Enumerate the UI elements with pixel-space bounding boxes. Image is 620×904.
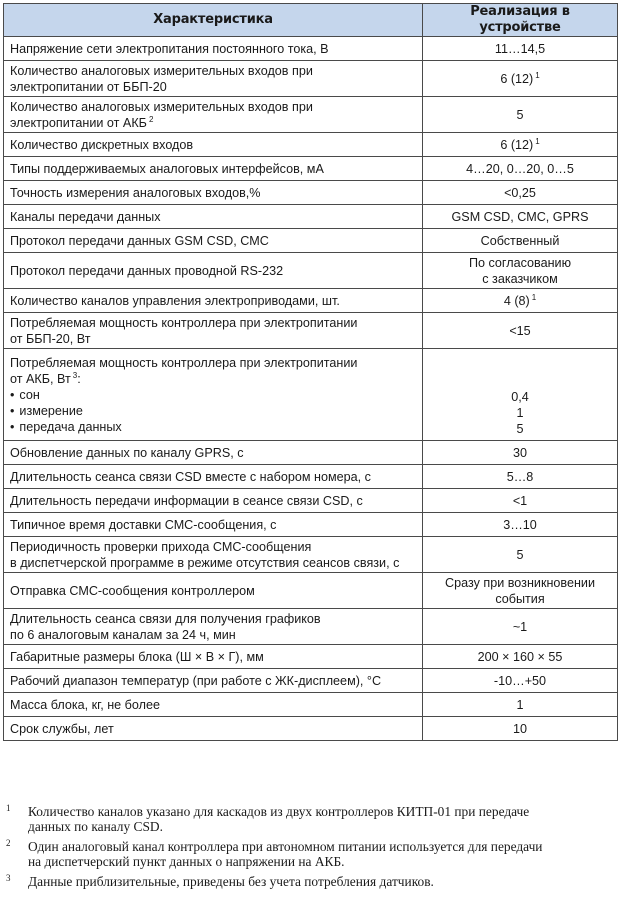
characteristic-text: от АКБ, Вт <box>10 371 71 386</box>
value-cell <box>423 61 618 97</box>
characteristic-text: Точность измерения аналоговых входов,% <box>10 185 261 200</box>
value-line <box>429 721 611 737</box>
characteristic-line <box>10 293 416 309</box>
table-row <box>4 61 618 97</box>
characteristic-text: Протокол передачи данных проводной RS-232 <box>10 263 284 278</box>
table-row <box>4 313 618 349</box>
value-line <box>429 389 611 405</box>
value-text: <15 <box>509 323 531 338</box>
value-text: 5 <box>516 107 524 122</box>
value-text: 200 × 160 × 55 <box>477 649 563 664</box>
table-row <box>4 609 618 645</box>
characteristic-cell <box>4 573 423 609</box>
value-line <box>429 697 611 713</box>
table-row <box>4 349 618 441</box>
table-row <box>4 37 618 61</box>
characteristic-text: Количество дискретных входов <box>10 137 194 152</box>
characteristic-line <box>10 137 416 153</box>
value-cell <box>423 349 618 441</box>
footnote-number: 3 <box>6 873 11 883</box>
characteristic-cell <box>4 229 423 253</box>
value-line <box>429 547 611 563</box>
characteristic-text: Потребляемая мощность контроллера при электропитании <box>10 355 358 370</box>
value-cell <box>423 693 618 717</box>
bullet-item: • передача данных <box>10 419 416 435</box>
characteristic-text: Длительность сеанса связи для получения графиков <box>10 611 321 626</box>
characteristic-line <box>10 555 416 571</box>
characteristic-line <box>10 79 416 95</box>
characteristic-text: Обновление данных по каналу GPRS, с <box>10 445 244 460</box>
bullet-item: • сон <box>10 387 416 403</box>
characteristic-line <box>10 493 416 509</box>
characteristic-line <box>10 331 416 347</box>
characteristic-cell <box>4 349 423 441</box>
characteristic-text: Габаритные размеры блока (Ш × В × Г), мм <box>10 649 264 664</box>
value-cell <box>423 645 618 669</box>
value-cell <box>423 253 618 289</box>
value-line <box>429 421 611 437</box>
value-text: 30 <box>512 445 527 460</box>
value-text: 3…10 <box>503 517 537 532</box>
characteristic-text: Масса блока, кг, не более <box>10 697 160 712</box>
characteristic-line <box>10 371 416 387</box>
value-cell <box>423 489 618 513</box>
table-row <box>4 229 618 253</box>
value-text: с заказчиком <box>482 271 558 286</box>
footnote-ref: 1 <box>535 70 540 80</box>
table-row <box>4 537 618 573</box>
value-cell <box>423 205 618 229</box>
table-row <box>4 465 618 489</box>
value-cell <box>423 133 618 157</box>
characteristic-line <box>10 185 416 201</box>
characteristic-cell <box>4 253 423 289</box>
characteristic-line <box>10 583 416 599</box>
value-line <box>429 255 611 271</box>
value-cell <box>423 229 618 253</box>
characteristic-cell <box>4 97 423 133</box>
value-cell <box>423 669 618 693</box>
value-text: По согласованию <box>468 255 572 270</box>
characteristic-line <box>10 697 416 713</box>
characteristic-text: Типы поддерживаемых аналоговых интерфейсов, мА <box>10 161 324 176</box>
value-text: 0,4 <box>511 390 529 404</box>
characteristic-line <box>10 517 416 533</box>
value-cell <box>423 441 618 465</box>
characteristic-text: Напряжение сети электропитания постоянного тока, В <box>10 41 329 56</box>
characteristic-text: Длительность передачи информации в сеансе связи CSD, с <box>10 493 363 508</box>
characteristic-cell <box>4 537 423 573</box>
footnote-text: данных по каналу CSD. <box>28 819 163 834</box>
table-row <box>4 133 618 157</box>
value-line <box>429 445 611 461</box>
value-cell <box>423 513 618 537</box>
value-cell <box>423 465 618 489</box>
characteristic-cell <box>4 313 423 349</box>
characteristic-text: Периодичность проверки прихода СМС-сообщения <box>10 539 312 554</box>
value-line <box>429 185 611 201</box>
characteristic-line <box>10 721 416 737</box>
characteristic-line <box>10 115 416 131</box>
characteristic-line <box>10 445 416 461</box>
characteristic-text: по 6 аналоговым каналам за 24 ч, мин <box>10 627 236 642</box>
footnote-ref: 2 <box>148 114 154 124</box>
characteristic-line <box>10 161 416 177</box>
value-cell <box>423 537 618 573</box>
value-line <box>429 517 611 533</box>
characteristic-cell <box>4 489 423 513</box>
characteristic-text: Типичное время доставки СМС-сообщения, с <box>10 517 277 532</box>
characteristic-cell <box>4 37 423 61</box>
characteristic-text: в диспетчерской программе в режиме отсутствия сеансов связи, с <box>10 555 400 570</box>
value-line <box>429 233 611 249</box>
characteristic-suffix: : <box>77 371 81 386</box>
value-line <box>429 591 611 607</box>
value-text: GSM CSD, СМС, GPRS <box>451 209 589 224</box>
characteristic-text: Срок службы, лет <box>10 721 114 736</box>
characteristic-text: Рабочий диапазон температур (при работе с ЖК-дисплеем), °С <box>10 673 382 688</box>
footnote-number: 1 <box>6 803 11 813</box>
characteristic-line <box>10 263 416 279</box>
value-text: 5 <box>516 422 524 436</box>
value-line <box>429 469 611 485</box>
table-row <box>4 513 618 537</box>
characteristic-cell <box>4 609 423 645</box>
value-line <box>429 293 611 309</box>
characteristic-cell <box>4 133 423 157</box>
value-text: 5…8 <box>506 469 534 484</box>
value-cell <box>423 157 618 181</box>
characteristic-line <box>10 41 416 57</box>
value-text: 6 (12) <box>500 137 534 152</box>
table-header-row <box>4 4 618 37</box>
table-row <box>4 645 618 669</box>
value-text: события <box>495 591 545 606</box>
table-row <box>4 573 618 609</box>
value-line <box>429 323 611 339</box>
value-text: 11…14,5 <box>494 41 546 56</box>
characteristic-line <box>10 469 416 485</box>
value-cell <box>423 717 618 741</box>
characteristic-cell <box>4 181 423 205</box>
value-cell <box>423 609 618 645</box>
footnote-number: 2 <box>6 838 11 848</box>
table-row <box>4 181 618 205</box>
characteristic-cell <box>4 693 423 717</box>
value-text: 6 (12) <box>500 71 534 86</box>
characteristic-line <box>10 209 416 225</box>
value-text: 1 <box>516 406 524 420</box>
value-line <box>429 649 611 665</box>
characteristic-cell <box>4 441 423 465</box>
value-line <box>429 405 611 421</box>
characteristic-text: Длительность сеанса связи CSD вместе с набором номера, с <box>10 469 371 484</box>
table-row <box>4 489 618 513</box>
value-line <box>429 493 611 509</box>
header-implementation: Реализация в устройстве <box>423 4 618 37</box>
characteristic-cell <box>4 669 423 693</box>
footnote <box>6 839 614 869</box>
value-text: 1 <box>516 697 524 712</box>
footnote-text: Количество каналов указано для каскадов из двух контроллеров КИТП-01 при передаче <box>28 804 530 819</box>
characteristic-cell <box>4 157 423 181</box>
table-row <box>4 289 618 313</box>
value-line <box>429 107 611 123</box>
value-text: <0,25 <box>504 185 536 200</box>
value-line <box>429 71 611 87</box>
value-text: 4…20, 0…20, 0…5 <box>466 161 574 176</box>
specifications-table <box>3 3 618 741</box>
value-cell <box>423 181 618 205</box>
value-line <box>429 575 611 591</box>
value-cell <box>423 37 618 61</box>
footnote-text: на диспетчерский пункт данных о напряжении на АКБ. <box>28 854 345 869</box>
value-line <box>429 673 611 689</box>
footnotes <box>6 804 614 894</box>
characteristic-line <box>10 233 416 249</box>
characteristic-cell <box>4 289 423 313</box>
value-text: <1 <box>512 493 528 508</box>
characteristic-text: от ББП-20, Вт <box>10 331 91 346</box>
table-row <box>4 205 618 229</box>
value-line <box>429 209 611 225</box>
table-row <box>4 97 618 133</box>
footnote-text: Один аналоговый канал контроллера при автономном питании используется для передачи <box>28 839 543 854</box>
value-text: 4 (8) <box>503 293 530 308</box>
characteristic-text: Количество аналоговых измерительных входов при <box>10 63 313 78</box>
characteristic-line <box>10 673 416 689</box>
characteristic-text: Потребляемая мощность контроллера при электропитании <box>10 315 358 330</box>
table-row <box>4 693 618 717</box>
characteristic-cell <box>4 645 423 669</box>
characteristic-cell <box>4 465 423 489</box>
characteristic-cell <box>4 205 423 229</box>
footnote-ref: 1 <box>535 136 540 146</box>
value-text: 5 <box>516 547 524 562</box>
footnote <box>6 874 614 889</box>
value-cell <box>423 97 618 133</box>
value-text: Собственный <box>480 233 560 248</box>
table-row <box>4 253 618 289</box>
value-text: Сразу при возникновении <box>445 575 595 590</box>
characteristic-line <box>10 649 416 665</box>
table-row <box>4 441 618 465</box>
value-line <box>429 619 611 635</box>
characteristic-text: электропитании от АКБ <box>10 115 147 130</box>
value-text: -10…+50 <box>493 673 547 688</box>
characteristic-text: Протокол передачи данных GSM CSD, СМС <box>10 233 269 248</box>
value-text: ~1 <box>512 619 528 634</box>
value-line <box>429 271 611 287</box>
table-body <box>4 37 618 741</box>
value-line <box>429 137 611 153</box>
bullet-item: • измерение <box>10 403 416 419</box>
characteristic-text: Количество аналоговых измерительных входов при <box>10 99 313 114</box>
value-cell <box>423 313 618 349</box>
characteristic-line <box>10 627 416 643</box>
characteristic-cell <box>4 717 423 741</box>
characteristic-text: Отправка СМС-сообщения контроллером <box>10 583 255 598</box>
footnote-ref: 3 <box>72 370 78 380</box>
value-text: 10 <box>512 721 527 736</box>
footnote-text: Данные приблизительные, приведены без учета потребления датчиков. <box>28 874 434 889</box>
characteristic-cell <box>4 513 423 537</box>
value-cell <box>423 289 618 313</box>
characteristic-text: Каналы передачи данных <box>10 209 161 224</box>
characteristic-text: Количество каналов управления электроприводами, шт. <box>10 293 340 308</box>
footnote-ref: 1 <box>531 292 537 302</box>
footnote <box>6 804 614 834</box>
value-line <box>429 41 611 57</box>
characteristic-cell <box>4 61 423 97</box>
characteristic-text: электропитании от ББП-20 <box>10 79 167 94</box>
table-row <box>4 717 618 741</box>
value-line <box>429 161 611 177</box>
table-row <box>4 669 618 693</box>
table-row <box>4 157 618 181</box>
value-cell <box>423 573 618 609</box>
header-characteristic: Характеристика <box>4 4 423 37</box>
